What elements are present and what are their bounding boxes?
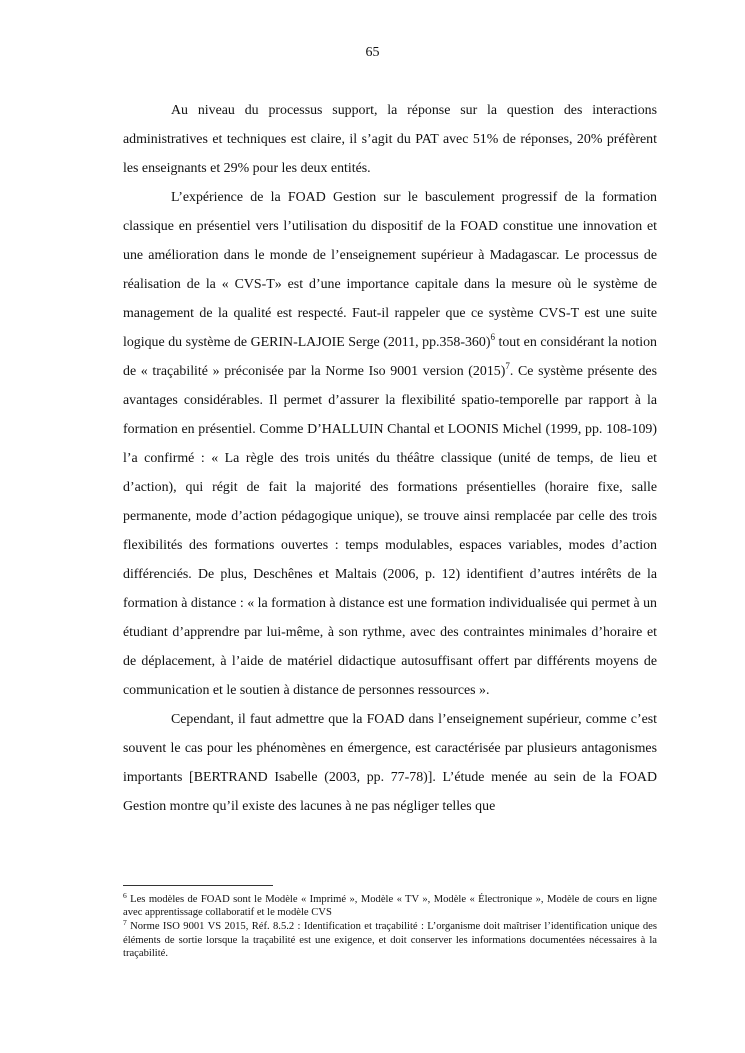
- footnote-marker: 7: [123, 918, 127, 928]
- footnotes: [123, 893, 657, 961]
- paragraph-text: L’expérience de la FOAD Gestion sur le basculement progressif de la formation classique en présentiel vers l’utilisation du dispositif de la FOAD constitue une innovation et une amélioration dans le monde de l’enseignement supérieur à Madagascar. Le processus de réalisation de la « CVS-T» est d’une importance capitale dans la mesure où le système de management de la qualité est respecté. Faut-il rappeler que ce système CVS-T est une suite logique du système de GERIN-LAJOIE Serge (2011, pp.358-360): [123, 190, 657, 350]
- paragraph-support-process: Au niveau du processus support, la réponse sur la question des interactions administratives et techniques est claire, il s’agit du PAT avec 51% de réponses, 20% préfèrent les enseignants et 29% pour les deux entités.: [123, 103, 657, 176]
- footnote-7: [123, 920, 657, 960]
- footnote-6: [123, 893, 657, 919]
- page-number: 65: [365, 45, 380, 60]
- footnote-separator: [123, 885, 273, 886]
- body-text: [123, 96, 657, 821]
- footnote-text: Norme ISO 9001 VS 2015, Réf. 8.5.2 : Identification et traçabilité : L’organisme doit maîtriser l’identification unique des éléments de sortie lorsque la traçabilité est une exigence, et doit conserver les informations documentées nécessaires à la traçabilité.: [123, 921, 657, 959]
- footnote-ref-7[interactable]: 7: [505, 361, 510, 371]
- paragraph-text: tout en considérant la notion de « traçabilité » préconisée par la Norme Iso 9001 version (2015): [123, 335, 657, 379]
- paragraph-foad-experience: [123, 183, 657, 705]
- footnote-ref-6[interactable]: 6: [490, 332, 495, 342]
- paragraph-antagonisms: Cependant, il faut admettre que la FOAD dans l’enseignement supérieur, comme c’est souvent le cas pour les phénomènes en émergence, est caractérisée par plusieurs antagonismes importants [BERTRAND Isabelle (2003, pp. 77-78)]. L’étude menée au sein de la FOAD Gestion montre qu’il existe des lacunes à ne pas négliger telles que: [123, 712, 657, 814]
- paragraph-text: . Ce système présente des avantages considérables. Il permet d’assurer la flexibilité spatio-temporelle par rapport à la formation en présentiel. Comme D’HALLUIN Chantal et LOONIS Michel (1999, pp. 108-109) l’a confirmé : « La règle des trois unités du théâtre classique (unité de temps, de lieu et d’action), qui régit de fait la majorité des formations présentielles (horaire fixe, salle permanente, mode d’action pédagogique unique), se trouve ainsi remplacée par celle des trois flexibilités des formations ouvertes : temps modulables, espaces variables, modes d’action différenciés. De plus, Deschênes et Maltais (2006, p. 12) identifient d’autres intérêts de la formation à distance : « la formation à distance est une formation individualisée qui permet à un étudiant d’apprendre par lui-même, à son rythme, avec des contraintes minimales d’horaire et de déplacement, à l’aide de matériel didactique autosuffisant offert par différents moyens de communication et le soutien à distance de personnes ressources ».: [123, 364, 658, 698]
- footnote-marker: 6: [123, 891, 127, 900]
- footnote-text: Les modèles de FOAD sont le Modèle « Imprimé », Modèle « TV », Modèle « Électronique », Modèle de cours en ligne avec apprentissage collaboratif et le modèle CVS: [123, 894, 657, 919]
